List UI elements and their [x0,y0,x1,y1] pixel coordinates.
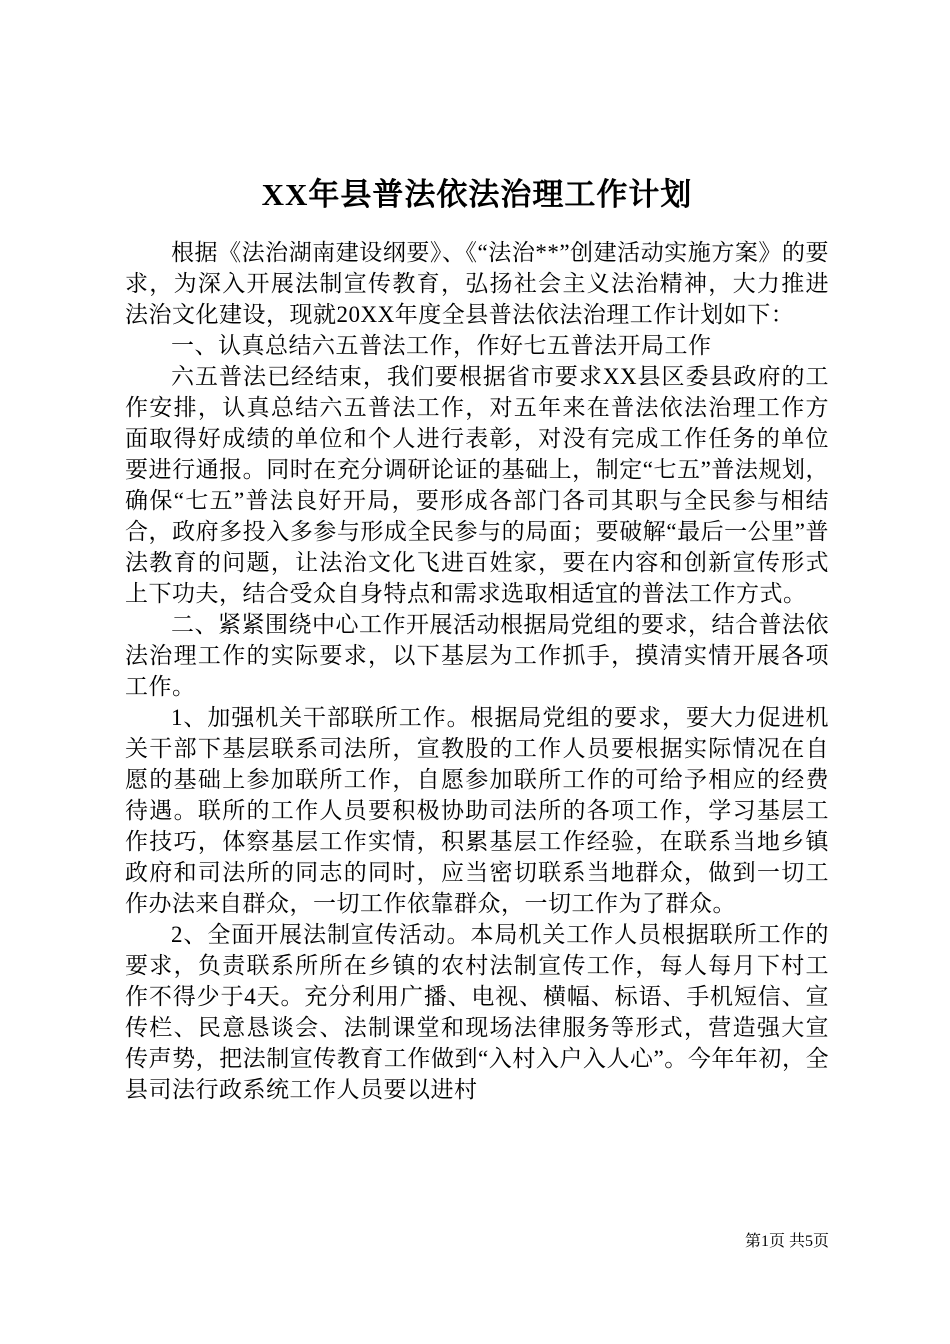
section-heading-1: 一、认真总结六五普法工作，作好七五普法开局工作 [171,333,712,358]
paragraph-item-2: 2、全面开展法制宣传活动。本局机关工作人员根据联所工作的要求，负责联系所所在乡镇的农村法制宣传工作，每人每月下村工作不得少于4天。充分利用广播、电视、横幅、标语、手机短信、宣传栏、民意恳谈会、法制课堂和现场法律服务等形式，营造强大宣传声势，把法制宣传教育工作做到“入村入户入人心”。今年年初，全县司法行政系统工作人员要以进村 [125,922,829,1102]
page-number-label: 第1页 共5页 [744,1233,829,1250]
page-footer [745,1232,829,1252]
paragraph-item-1: 1、加强机关干部联所工作。根据局党组的要求，要大力促进机关干部下基层联系司法所，宣教股的工作人员要根据实际情况在自愿的基础上参加联所工作，自愿参加联所工作的可给予相应的经费待遇。联所的工作人员要积极协助司法所的各项工作，学习基层工作技巧，体察基层工作实情，积累基层工作经验，在联系当地乡镇政府和司法所的同志的同时，应当密切联系当地群众，做到一切工作办法来自群众，一切工作依靠群众，一切工作为了群众。 [125,705,829,916]
paragraph-intro: 根据《法治湖南建设纲要》、《“法治**”创建活动实施方案》的要求，为深入开展法制宣传教育，弘扬社会主义法治精神，大力推进法治文化建设，现就20XX年度全县普法依法治理工作计划如下： [125,240,829,327]
section-heading-2: 二、紧紧围绕中心工作开展活动根据局党组的要求，结合普法依法治理工作的实际要求，以下基层为工作抓手，摸清实情开展各项工作。 [125,612,829,699]
paragraph-section-1: 六五普法已经结束，我们要根据省市要求XX县区委县政府的工作安排，认真总结六五普法工作，对五年来在普法依法治理工作方面取得好成绩的单位和个人进行表彰，对没有完成工作任务的单位要进行通报。同时在充分调研论证的基础上，制定“七五”普法规划，确保“七五”普法良好开局，要形成各部门各司其职与全民参与相结合，政府多投入多参与形成全民参与的局面；要破解“最后一公里”普法教育的问题，让法治文化飞进百姓家，要在内容和创新宣传形式上下功夫，结合受众自身特点和需求选取相适宜的普法工作方式。 [125,364,829,606]
document-title: XX年县普法依法治理工作计划 [261,177,693,212]
